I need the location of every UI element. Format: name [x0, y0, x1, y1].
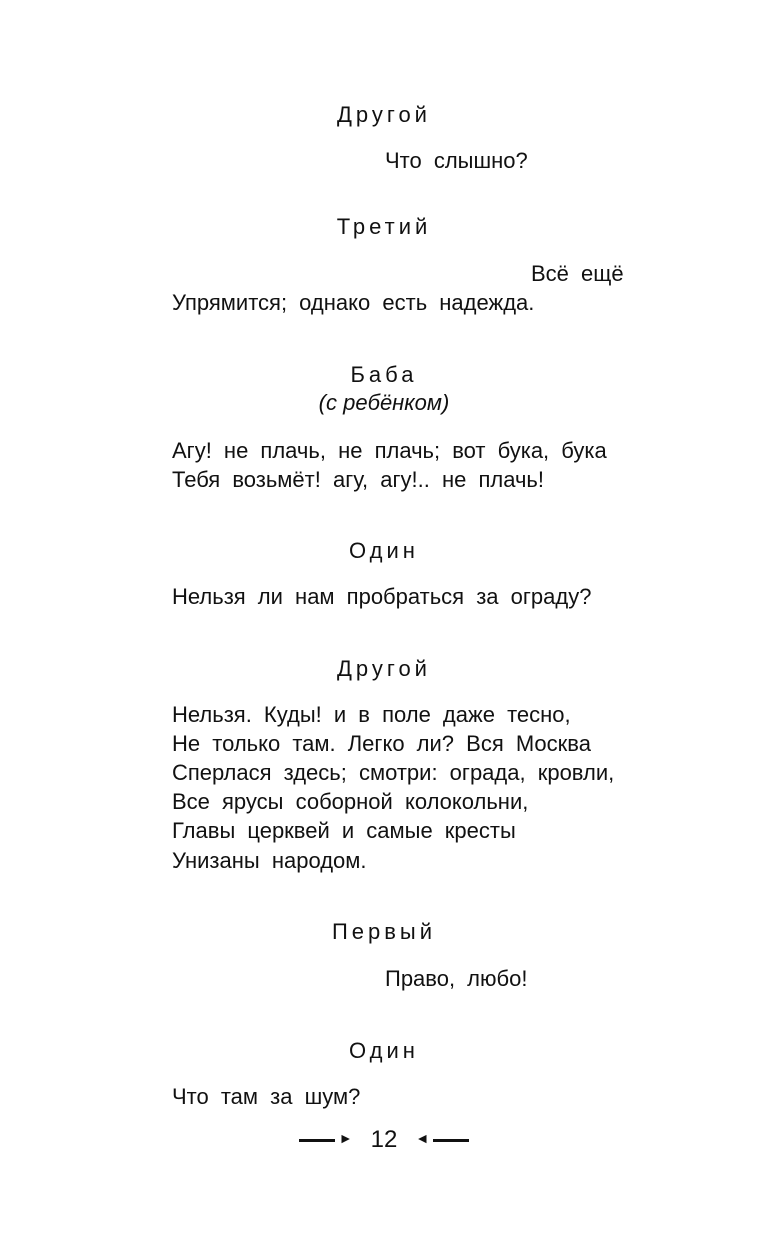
verse-line: Не только там. Легко ли? Вся Москва	[172, 731, 591, 756]
verse-line: Упрямится; однако есть надежда.	[172, 290, 535, 315]
verse-line: Всё ещё	[531, 261, 624, 286]
verse-line: Главы церквей и самые кресты	[172, 818, 516, 843]
speaker-name: Другой	[337, 102, 431, 127]
verse-line: Унизаны народом.	[172, 848, 367, 873]
verse-line: Нельзя ли нам пробраться за ограду?	[172, 584, 592, 609]
verse-line: Сперлася здесь; смотри: ограда, кровли,	[172, 760, 615, 785]
verse-line: Агу! не плачь, не плачь; вот бука, бука	[172, 438, 607, 463]
speaker-name: Другой	[337, 656, 431, 681]
page-number: 12	[370, 1126, 398, 1153]
stage-direction: (с ребёнком)	[318, 390, 450, 415]
verse-line: Право, любо!	[385, 966, 528, 991]
speaker-name: Баба	[350, 362, 418, 387]
verse-line: Тебя возьмёт! агу, агу!.. не плачь!	[172, 467, 544, 492]
page-footer	[0, 1126, 768, 1154]
left-arrow-icon: ►	[338, 1132, 353, 1147]
left-rule	[299, 1139, 335, 1142]
speaker-name: Третий	[336, 214, 432, 239]
speaker-name: Один	[349, 538, 419, 563]
right-rule	[433, 1139, 469, 1142]
verse-line: Что там за шум?	[172, 1084, 361, 1109]
verse-line: Нельзя. Куды! и в поле даже тесно,	[172, 702, 571, 727]
verse-line: Все ярусы соборной колокольни,	[172, 789, 529, 814]
speaker-name: Один	[349, 1038, 419, 1063]
right-arrow-icon: ◄	[415, 1132, 430, 1147]
speaker-name: Первый	[331, 919, 437, 944]
verse-line: Что слышно?	[385, 148, 528, 173]
